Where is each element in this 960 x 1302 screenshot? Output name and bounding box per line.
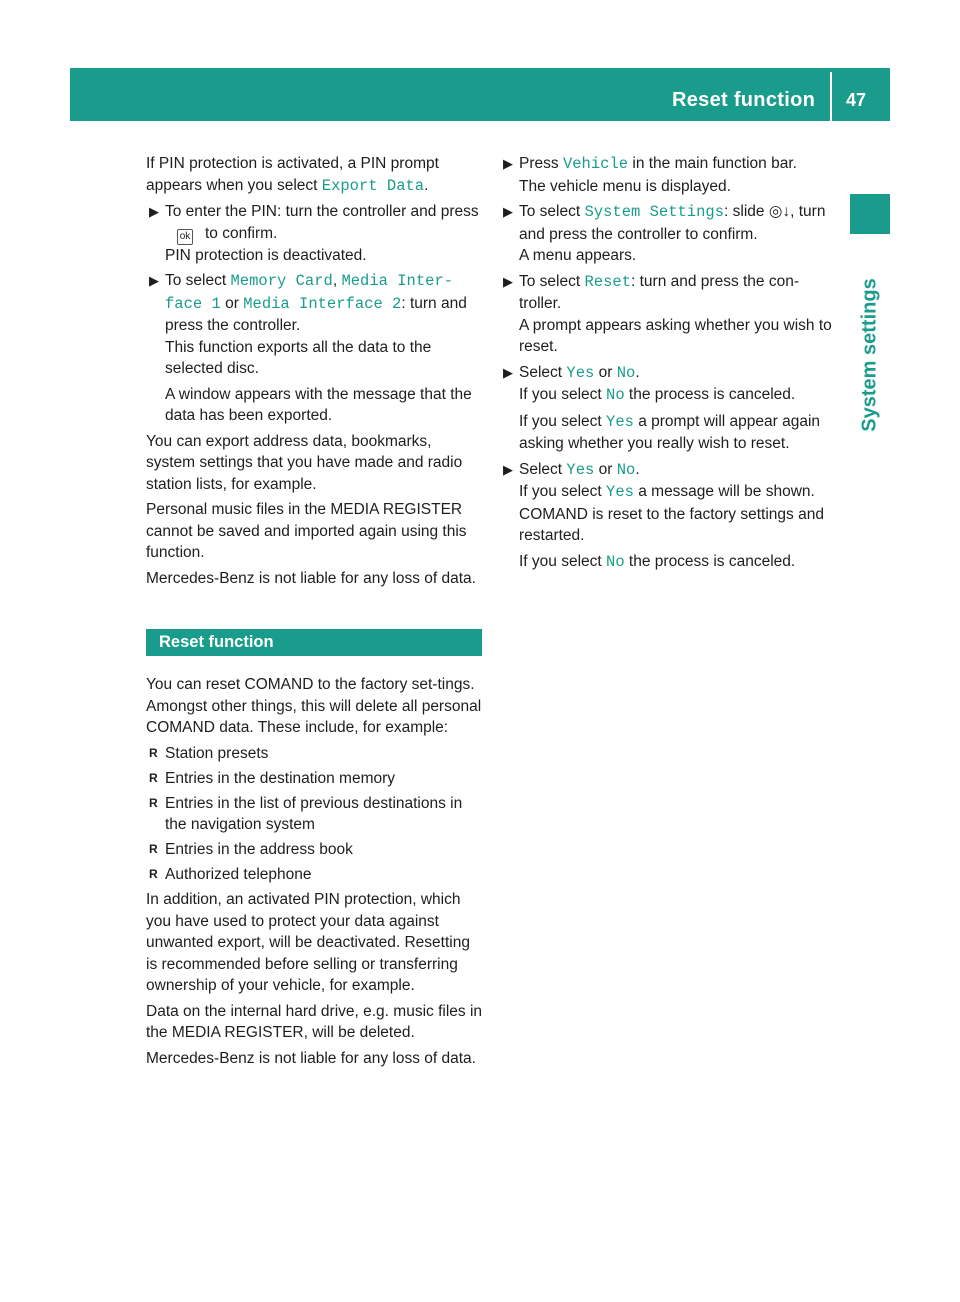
bullet-icon: R — [149, 745, 158, 760]
text: , — [332, 272, 342, 289]
text: Select — [519, 363, 567, 381]
paragraph-export-info: You can export address data, bookmarks, system settings that you have made and radio station lists, for example. — [146, 432, 463, 493]
text: To select — [519, 272, 585, 290]
text: Press — [519, 155, 563, 172]
text: or — [220, 294, 244, 312]
text: : turn and press the con-troller. — [519, 272, 800, 312]
menu-item-system-settings: System Settings — [584, 203, 725, 221]
header-divider — [830, 72, 832, 121]
text: : turn and press the controller. — [165, 294, 467, 334]
step-result: A prompt appears asking whether you wish to reset. — [519, 316, 832, 355]
menu-item-media-interface-2: Media Interface 2 — [243, 294, 402, 313]
text: a prompt will appear again asking whether you really wish to reset. — [519, 412, 821, 452]
step-result: The vehicle menu is displayed. — [519, 177, 731, 195]
text: a message will be shown. — [633, 483, 815, 500]
text: If PIN protection is activated, a PIN prompt appears when you select — [146, 155, 439, 194]
step-arrow-icon: ▶ — [149, 204, 159, 219]
paragraph-liability: Mercedes-Benz is not liable for any loss of data. — [146, 569, 476, 587]
text: If you select — [519, 483, 607, 500]
step-arrow-icon: ▶ — [503, 156, 513, 171]
list-item — [146, 793, 482, 836]
side-section-label: System settings — [858, 278, 881, 432]
text: Authorized telephone — [165, 866, 312, 883]
menu-item-export-data: Export Data — [321, 176, 425, 195]
option-yes: Yes — [606, 483, 634, 501]
list-item — [146, 864, 482, 886]
step-arrow-icon: ▶ — [503, 273, 513, 289]
list-item — [146, 768, 482, 790]
menu-item-memory-card: Memory Card — [230, 272, 333, 290]
list-item — [146, 743, 482, 765]
step-arrow-icon: ▶ — [503, 364, 513, 380]
text: Entries in the destination memory — [165, 769, 396, 787]
option-yes: Yes — [566, 460, 595, 479]
option-yes: Yes — [606, 412, 634, 431]
step-result: COMAND is reset to the factory settings and restarted. — [519, 505, 824, 544]
step-arrow-icon: ▶ — [149, 273, 159, 288]
left-column — [146, 153, 482, 1073]
bullet-icon: R — [149, 795, 158, 810]
step-arrow-icon: ▶ — [503, 461, 513, 477]
text: Entries in the address book — [165, 841, 353, 858]
text: If you select — [519, 552, 607, 570]
step-result: PIN protection is deactivated. — [165, 246, 367, 264]
step-result: This function exports all the data to the selected disc. — [165, 338, 432, 377]
bullet-icon: R — [149, 842, 158, 856]
step-select-media — [146, 270, 482, 427]
list-item — [146, 839, 482, 861]
step-enter-pin — [146, 201, 482, 266]
text: . — [635, 460, 640, 478]
paragraph-hard-drive: Data on the internal hard drive, e.g. music files in the MEDIA REGISTER, will be deleted. — [146, 1002, 483, 1041]
text: to confirm. — [205, 224, 278, 242]
option-yes: Yes — [566, 363, 595, 382]
page-number: 47 — [846, 90, 867, 110]
step-select-reset — [500, 271, 836, 358]
side-tab-marker — [850, 194, 890, 234]
step-select-yes-no-1 — [500, 362, 836, 455]
right-column — [500, 153, 836, 577]
step-result: A window appears with the message that the data has been exported. — [165, 385, 472, 424]
text: If you select — [519, 412, 607, 430]
option-no: No — [616, 363, 636, 382]
text: : slide — [724, 203, 769, 220]
menu-item-media-interface-1: Media Inter‐face 1 — [165, 272, 454, 313]
text: If you select — [519, 386, 607, 403]
text: the process is canceled. — [624, 552, 796, 570]
bullet-icon: R — [149, 770, 158, 785]
paragraph-pin-prompt — [146, 153, 482, 197]
option-no: No — [616, 460, 636, 479]
paragraph-reset-intro: You can reset COMAND to the factory set-tings. Amongst other things, this will delete all personal COMAND data. These include, for example: — [146, 676, 482, 736]
text: . — [635, 363, 640, 381]
paragraph-pin-deactivated: In addition, an activated PIN protection, which you have used to protect your data against unwanted export, will be deactivated. Resetting is recommended before selling or transferring ownership of your vehicle, for example. — [146, 891, 470, 994]
ok-button-icon: ok — [177, 229, 193, 245]
text: Station presets — [165, 744, 269, 762]
text: Select — [519, 460, 567, 478]
step-select-system-settings — [500, 201, 836, 267]
text: , — [790, 203, 795, 220]
text: . — [424, 176, 429, 194]
text: or — [594, 363, 617, 381]
menu-item-vehicle: Vehicle — [562, 155, 629, 173]
menu-item-reset: Reset — [584, 272, 631, 291]
text: To select — [519, 203, 585, 220]
text: To select — [165, 272, 231, 289]
controller-slide-down-icon: ◎↓ — [768, 203, 791, 220]
section-heading-reset-function: Reset function — [146, 629, 482, 656]
step-select-yes-no-2 — [500, 459, 836, 574]
bullet-icon: R — [149, 867, 158, 881]
text: the process is canceled. — [624, 386, 796, 403]
text: in the main function bar. — [628, 155, 797, 172]
step-arrow-icon: ▶ — [503, 204, 513, 219]
text: To enter the PIN: turn the controller and press — [165, 203, 479, 220]
paragraph-liability-2: Mercedes-Benz is not liable for any loss of data. — [146, 1049, 476, 1067]
option-no: No — [606, 386, 625, 404]
page-title: Reset function — [672, 89, 816, 111]
option-no: No — [606, 552, 625, 571]
step-press-vehicle — [500, 153, 836, 197]
text: turn and press the controller to confirm. — [519, 203, 826, 243]
text: Entries in the list of previous destinations in the navigation system — [165, 794, 463, 833]
paragraph-music-files: Personal music files in the MEDIA REGISTER cannot be saved and imported again using this function. — [146, 501, 467, 561]
step-result: A menu appears. — [519, 247, 637, 264]
text: or — [594, 460, 617, 478]
